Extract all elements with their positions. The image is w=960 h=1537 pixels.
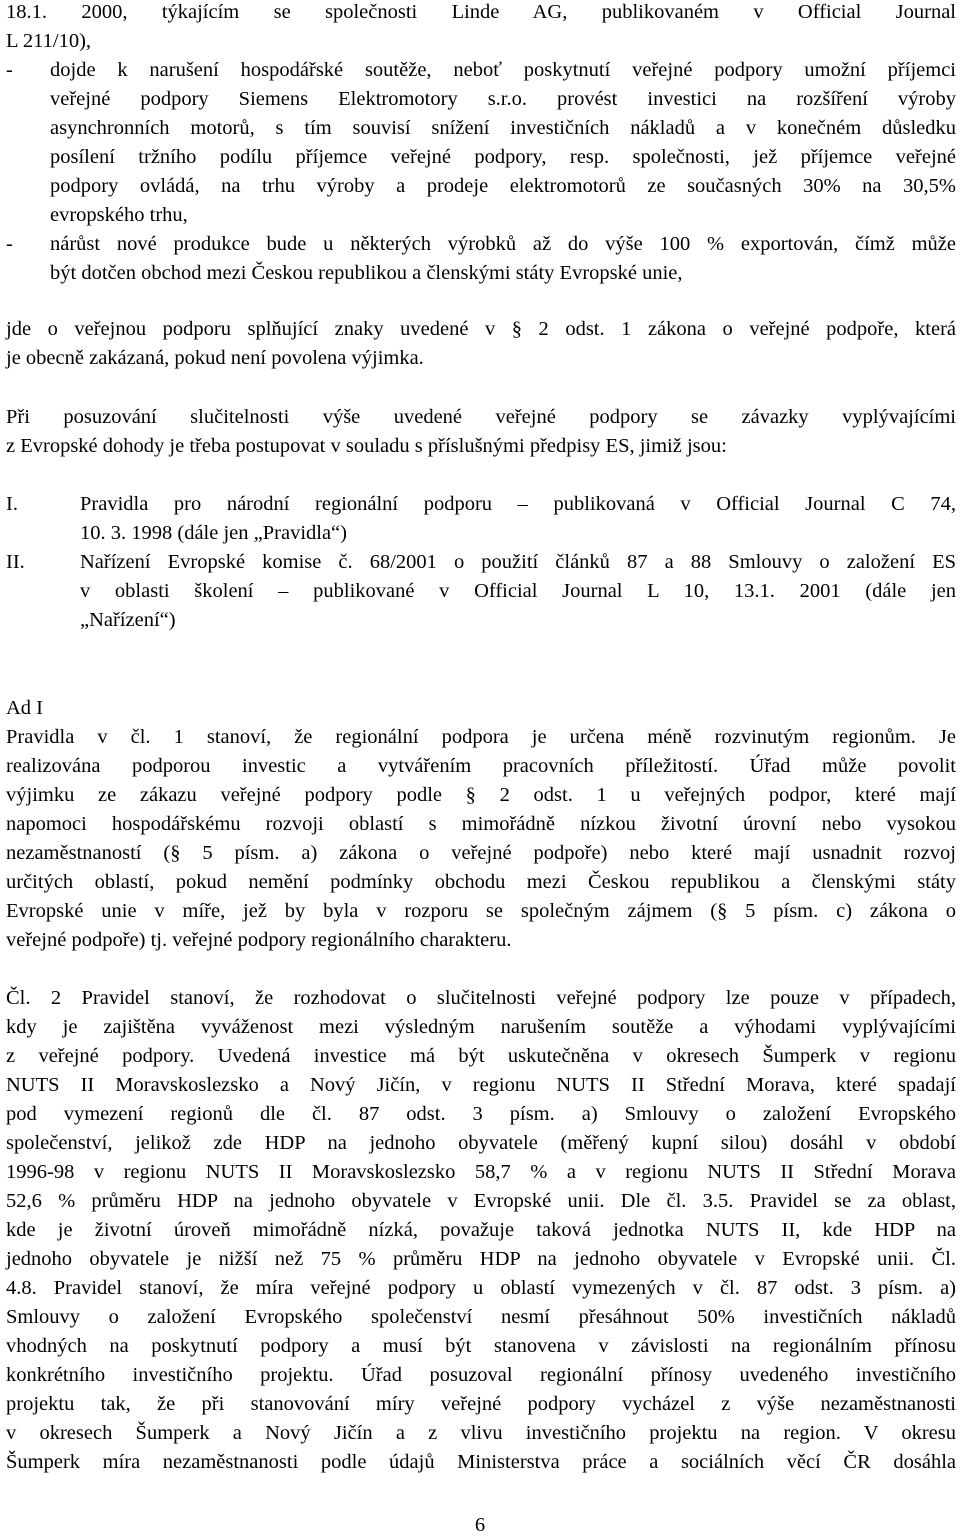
- section-heading: Ad I: [6, 697, 44, 719]
- text-line: posílení tržního podílu příjemce veřejné podpory, resp. společnosti, jež příjemce veřejné: [50, 146, 956, 168]
- text-line: výjimku ze zákazu veřejné podpory podle § 2 odst. 1 u veřejných podpor, které mají: [6, 784, 956, 806]
- bullet-dash: -: [6, 59, 13, 81]
- text-line: 1996-98 v regionu NUTS II Moravskoslezsko 58,7 % a v regionu NUTS II Střední Morava: [6, 1161, 956, 1183]
- text-line: podpory ovládá, na trhu výroby a prodeje elektromotorů ze současných 30% na 30,5%: [50, 175, 956, 197]
- text-line: projektu tak, že při stanovování míry veřejné podpory vycházel z výše nezaměstnanosti: [6, 1393, 956, 1415]
- text-line: realizována podporou investic a vytvářením pracovních příležitostí. Úřad může povolit: [6, 755, 956, 777]
- text-line: Při posuzování slučitelnosti výše uvedené veřejné podpory se závazky vyplývajícími: [6, 406, 956, 428]
- list-item-text: „Nařízení“): [80, 609, 176, 631]
- text-line: pod vymezení regionů dle čl. 87 odst. 3 písm. a) Smlouvy o založení Evropského: [6, 1103, 956, 1125]
- list-item-text: Nařízení Evropské komise č. 68/2001 o použití článků 87 a 88 Smlouvy o založení ES: [80, 551, 956, 573]
- text-line: jednoho obyvatele je nižší než 75 % průměru HDP na jednoho obyvatele v Evropské unii. Čl.: [6, 1248, 956, 1270]
- text-line: vhodných na poskytnutí podpory a musí být stanovena v závislosti na regionálním přínosu: [6, 1335, 956, 1357]
- text-line: kdy je zajištěna vyváženost mezi výsledným narušením soutěže a výhodami vyplývajícími: [6, 1016, 956, 1038]
- text-line: z Evropské dohody je třeba postupovat v souladu s příslušnými předpisy ES, jimiž jsou:: [6, 435, 727, 457]
- text-line: veřejné podpory Siemens Elektromotory s.r.o. provést investici na rozšíření výroby: [50, 88, 956, 110]
- page-number: 6: [474, 1514, 486, 1536]
- text-line: společenství, jelikož zde HDP na jednoho obyvatele (měřený kupní silou) dosáhl v období: [6, 1132, 956, 1154]
- text-line: nezaměstnaností (§ 5 písm. a) zákona o veřejné podpoře) nebo které mají usnadnit rozvoj: [6, 842, 956, 864]
- text-line: Smlouvy o založení Evropského společenství nesmí přesáhnout 50% investičních nákladů: [6, 1306, 956, 1328]
- text-line: asynchronních motorů, s tím souvisí snížení investičních nákladů a v konečném důsledku: [50, 117, 956, 139]
- list-item-text: Pravidla pro národní regionální podporu – publikovaná v Official Journal C 74,: [80, 493, 956, 515]
- text-line: Evropské unie v míře, jež by byla v rozporu se společným zájmem (§ 5 písm. c) zákona o: [6, 900, 956, 922]
- list-item-text: 10. 3. 1998 (dále jen „Pravidla“): [80, 522, 347, 544]
- text-line: určitých oblastí, pokud nemění podmínky obchodu mezi Českou republikou a členskými státy: [6, 871, 956, 893]
- text-line: 52,6 % průměru HDP na jednoho obyvatele v Evropské unii. Dle čl. 3.5. Pravidel se za oblast,: [6, 1190, 956, 1212]
- text-line: nárůst nové produkce bude u některých výrobků až do výše 100 % exportován, čímž může: [50, 233, 956, 255]
- text-line: 18.1. 2000, týkajícím se společnosti Linde AG, publikovaném v Official Journal: [6, 1, 956, 23]
- text-line: Pravidla v čl. 1 stanoví, že regionální podpora je určena méně rozvinutým regionům. Je: [6, 726, 956, 748]
- text-line: jde o veřejnou podporu splňující znaky uvedené v § 2 odst. 1 zákona o veřejné podpoře, která: [6, 318, 956, 340]
- text-line: NUTS II Moravskoslezsko a Nový Jičín, v regionu NUTS II Střední Morava, které spadají: [6, 1074, 956, 1096]
- text-line: napomoci hospodářskému rozvoji oblastí s mimořádně nízkou životní úrovní nebo vysokou: [6, 813, 956, 835]
- text-line: konkrétního investičního projektu. Úřad posuzoval regionální přínosy uvedeného investičního: [6, 1364, 956, 1386]
- text-line: veřejné podpoře) tj. veřejné podpory regionálního charakteru.: [6, 929, 512, 951]
- text-line: z veřejné podpory. Uvedená investice má být uskutečněna v okresech Šumperk v regionu: [6, 1045, 956, 1067]
- text-line: 4.8. Pravidel stanoví, že míra veřejné podpory u oblastí vymezených v čl. 87 odst. 3 písm. a): [6, 1277, 956, 1299]
- text-line: Šumperk míra nezaměstnanosti podle údajů Ministerstva práce a sociálních věcí ČR dosáhla: [6, 1451, 956, 1473]
- list-number: I.: [6, 493, 18, 515]
- text-line: Čl. 2 Pravidel stanoví, že rozhodovat o slučitelnosti veřejné podpory lze pouze v případech,: [6, 987, 956, 1009]
- text-line: L 211/10),: [6, 30, 92, 52]
- text-line: dojde k narušení hospodářské soutěže, neboť poskytnutí veřejné podpory umožní příjemci: [50, 59, 956, 81]
- text-line: kde je životní úroveň mimořádně nízká, považuje taková jednotka NUTS II, kde HDP na: [6, 1219, 956, 1241]
- bullet-dash: -: [6, 233, 13, 255]
- text-line: v okresech Šumperk a Nový Jičín a z vlivu investičního projektu na region. V okresu: [6, 1422, 956, 1444]
- list-number: II.: [6, 551, 25, 573]
- text-line: je obecně zakázaná, pokud není povolena výjimka.: [6, 347, 424, 369]
- list-item-text: v oblasti školení – publikované v Official Journal L 10, 13.1. 2001 (dále jen: [80, 580, 956, 602]
- text-line: evropského trhu,: [50, 204, 188, 226]
- text-line: být dotčen obchod mezi Českou republikou a členskými státy Evropské unie,: [50, 262, 683, 284]
